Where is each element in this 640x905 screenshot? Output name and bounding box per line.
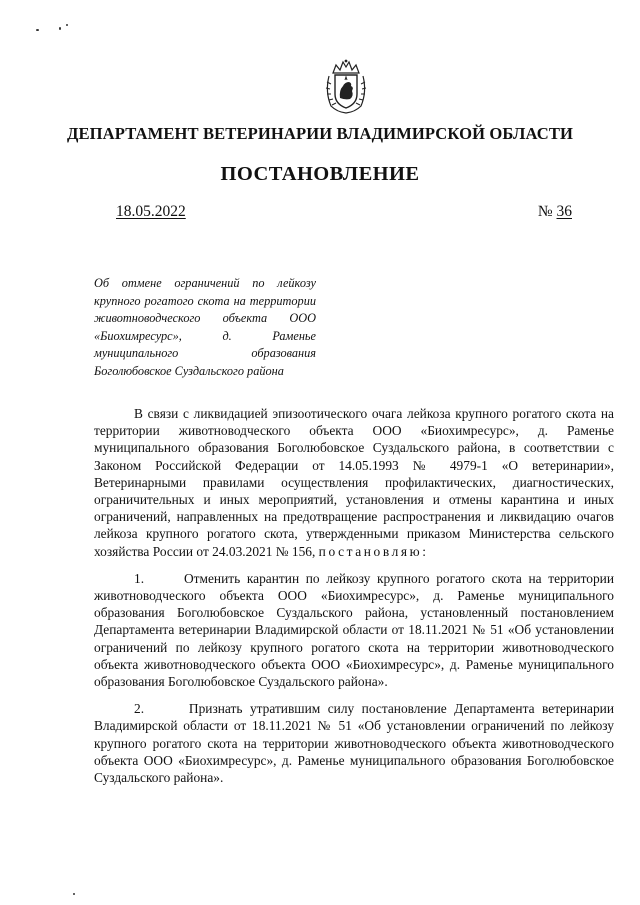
- preamble-text: В связи с ликвидацией эпизоотического очага лейкоза крупного рогатого скота на территории животноводческого объекта ООО «Биохимресурс», д. Раменье муниципального образования Боголюбовское Суздальского района, в соответствии с Законом Российской Федерации от 14.05.1993 № 4979-1 «О ветеринарии», Ветеринарными правилами осуществления профилактических, диагностических, ограничительных и иных мероприятий, установления и отмены карантина и иных ограничений, направленных на предотвращение распространения и ликвидацию очагов лейкоза крупного рогатого скота, утвержденными приказом Министерства сельского хозяйства России от 24.03.2021 № 156,: [94, 406, 614, 559]
- department-title: ДЕПАРТАМЕНТ ВЕТЕРИНАРИИ ВЛАДИМИРСКОЙ ОБЛАСТИ: [66, 124, 574, 143]
- resolution-item: [94, 570, 614, 690]
- document-date: 18.05.2022: [116, 203, 186, 220]
- number-prefix: №: [537, 203, 553, 220]
- item-number: 2.: [134, 701, 145, 717]
- document-number: [538, 203, 572, 221]
- resolve-word: постановляю:: [318, 543, 429, 559]
- item-text: Отменить карантин по лейкозу крупного рогатого скота на территории животноводческого объекта ООО «Биохимресурс», д. Раменье муниципального образования Боголюбовское Суздальского района, установленный постановлением Департамента ветеринарии Владимирской области от 18.11.2021 № 51 «Об установлении ограничений по лейкозу крупного рогатого скота на территории животноводческого объекта животноводческого объекта ООО «Биохимресурс», д. Раменье муниципального образования Боголюбовское Суздальского района».: [94, 570, 614, 690]
- number-value: 36: [556, 203, 572, 220]
- scan-speck: [36, 29, 39, 31]
- preamble-paragraph: [94, 405, 614, 560]
- item-number: 1.: [134, 570, 145, 586]
- document-type-heading: ПОСТАНОВЛЕНИЕ: [220, 163, 420, 185]
- resolution-item: [94, 700, 614, 786]
- document-body: [94, 405, 614, 796]
- scan-speck: [59, 27, 61, 30]
- coat-of-arms-icon: [323, 58, 369, 114]
- document-subject: Об отмене ограничений по лейкозу крупного рогатого скота на территории животноводческого объекта ООО «Биохимресурс», д. Раменье муниципального образования Боголюбовское Суздальского района: [94, 276, 316, 378]
- item-text: Признать утратившим силу постановление Департамента ветеринарии Владимирской области от 18.11.2021 № 51 «Об установлении ограничений по лейкозу крупного рогатого скота на территории животноводческого объекта животноводческого объекта ООО «Биохимресурс», д. Раменье муниципального образования Боголюбовское Суздальского района».: [94, 701, 614, 786]
- scan-speck: [73, 893, 75, 895]
- scan-speck: [66, 24, 68, 26]
